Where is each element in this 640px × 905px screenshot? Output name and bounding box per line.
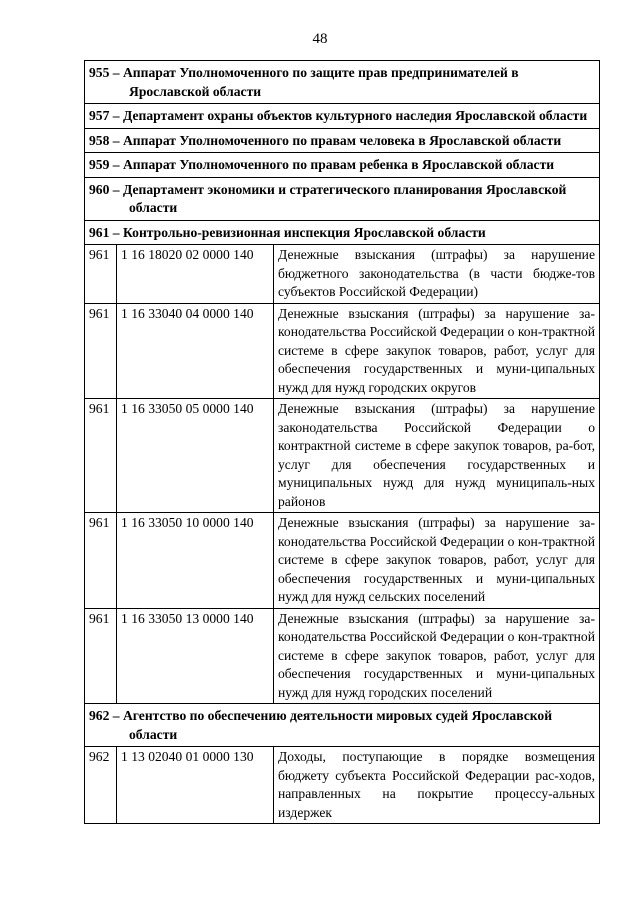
section-header-cell	[85, 128, 600, 153]
admin-code-cell: 961	[85, 303, 117, 399]
table-row	[85, 513, 600, 609]
section-header-row	[85, 104, 600, 129]
budget-code-cell: 1 16 33050 10 0000 140	[117, 513, 274, 609]
section-header-row	[85, 220, 600, 245]
page-number: 48	[312, 31, 328, 47]
section-header-row	[85, 128, 600, 153]
section-header-cell	[85, 61, 600, 104]
admin-code-cell: 961	[85, 608, 117, 704]
section-header-text: 962 – Агентство по обеспечению деятельности мировых судей Ярославской области	[89, 708, 553, 742]
table-row	[85, 399, 600, 513]
budget-code-cell: 1 16 33050 05 0000 140	[117, 399, 274, 513]
table-row	[85, 608, 600, 704]
revenue-name-cell: Доходы, поступающие в порядке возмещения бюджету субъекта Российской Федерации рас-ходов, направленных на покрытие процессу-альных издержек	[274, 747, 600, 824]
table-row	[85, 747, 600, 824]
budget-code-cell: 1 16 18020 02 0000 140	[117, 245, 274, 304]
section-header-cell	[85, 104, 600, 129]
section-header-row	[85, 153, 600, 178]
budget-code-cell: 1 16 33040 04 0000 140	[117, 303, 274, 399]
revenue-name-cell: Денежные взыскания (штрафы) за нарушение за-конодательства Российской Федерации о кон-трактной системе в сфере закупок товаров, работ, услуг для обеспечения государственных и муни-ципальных нужд для нужд городских поселений	[274, 608, 600, 704]
section-header-text: 959 – Аппарат Уполномоченного по правам ребенка в Ярославской области	[89, 157, 555, 172]
section-header-cell	[85, 220, 600, 245]
section-header-text: 955 – Аппарат Уполномоченного по защите прав предпринимателей в Ярославской области	[89, 65, 519, 99]
section-header-row	[85, 61, 600, 104]
section-header-cell	[85, 704, 600, 747]
section-header-cell	[85, 177, 600, 220]
section-header-cell	[85, 153, 600, 178]
revenue-name-cell: Денежные взыскания (штрафы) за нарушение законодательства Российской Федерации о контрактной системе в сфере закупок товаров, ра-бот, услуг для обеспечения государственных и муниципальных нужд для нужд муниципаль-ных районов	[274, 399, 600, 513]
section-header-text: 960 – Департамент экономики и стратегического планирования Ярославской области	[89, 181, 567, 215]
admin-code-cell: 961	[85, 245, 117, 304]
section-header-text: 961 – Контрольно-ревизионная инспекция Ярославской области	[89, 224, 486, 240]
admin-code-cell: 961	[85, 513, 117, 609]
revenue-codes-table	[84, 60, 600, 824]
admin-code-cell: 961	[85, 399, 117, 513]
revenue-name-cell: Денежные взыскания (штрафы) за нарушение за-конодательства Российской Федерации о кон-трактной системе в сфере закупок товаров, работ, услуг для обеспечения государственных и муни-ципальных нужд для нужд сельских поселений	[274, 513, 600, 609]
budget-code-cell: 1 16 33050 13 0000 140	[117, 608, 274, 704]
table-row	[85, 303, 600, 399]
revenue-name-cell: Денежные взыскания (штрафы) за нарушение за-конодательства Российской Федерации о кон-трактной системе в сфере закупок товаров, работ, услуг для обеспечения государственных и муни-ципальных нужд для нужд городских округов	[274, 303, 600, 399]
revenue-name-cell: Денежные взыскания (штрафы) за нарушение бюджетного законодательства (в части бюдже-тов субъектов Российской Федерации)	[274, 245, 600, 304]
section-header-text: 958 – Аппарат Уполномоченного по правам человека в Ярославской области	[89, 132, 562, 148]
budget-code-cell: 1 13 02040 01 0000 130	[117, 747, 274, 824]
section-header-text: 957 – Департамент охраны объектов культурного наследия Ярославской области	[89, 108, 588, 123]
admin-code-cell: 962	[85, 747, 117, 824]
table-row	[85, 245, 600, 304]
section-header-row	[85, 704, 600, 747]
section-header-row	[85, 177, 600, 220]
